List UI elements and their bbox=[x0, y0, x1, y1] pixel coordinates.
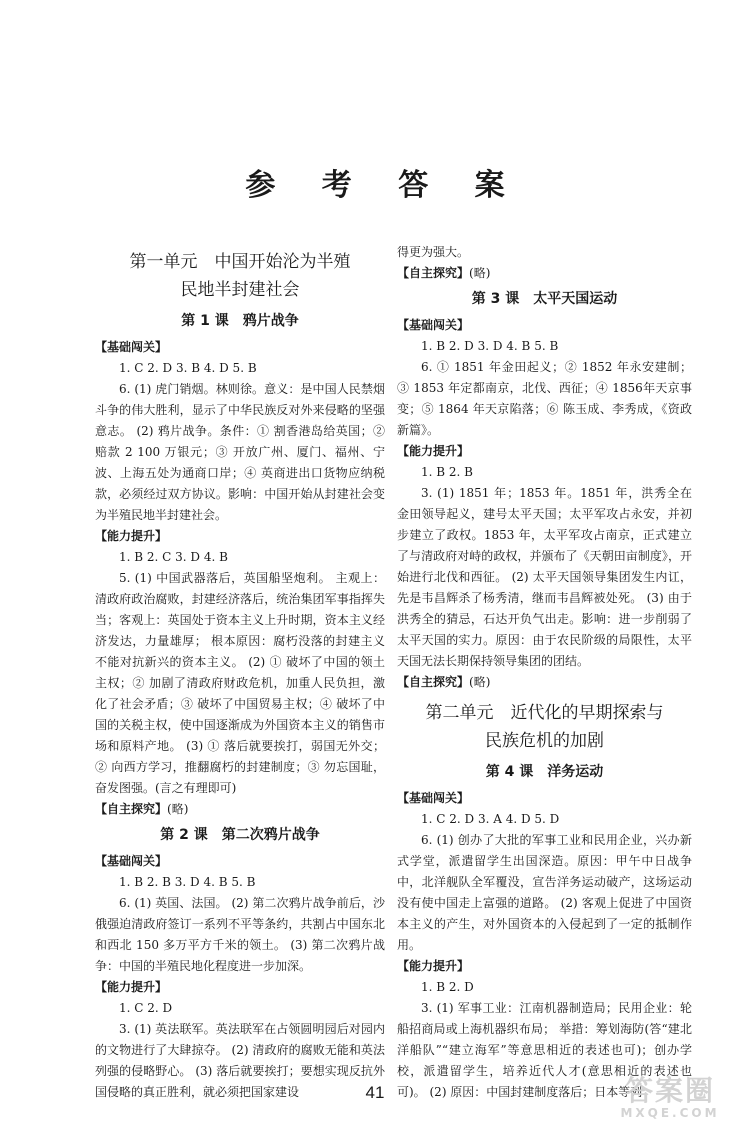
watermark-line-1: 答案圈 bbox=[624, 1074, 715, 1107]
lesson-2-ability-q3: 3. (1) 英法联军。英法联军在占领圆明园后对园内的文物进行了大肆掠夺。 (2) 清政府的腐败无能和英法列强的侵略野心。 (3) 落后就要挨打；要想实现反抗外国侵略的真正胜利，就必须把国家建设 bbox=[95, 1022, 385, 1099]
lesson-4-basic-q6: 6. (1) 创办了大批的军事工业和民用企业，兴办新式学堂，派遣留学生出国深造。原因：甲午中日战争中，北洋舰队全军覆没，宣告洋务运动破产，这场运动没有使中国走上富强的道路。 (2) 客观上促进了中国资本主义的产生，对外国资本的入侵起到了一定的抵制作用。 bbox=[397, 833, 692, 952]
lesson-4-ability-label: 【能力提升】 bbox=[397, 959, 470, 973]
lesson-1-ability-label: 【能力提升】 bbox=[95, 529, 168, 543]
lesson-2-basic-q6: 6. (1) 英国、法国。 (2) 第二次鸦片战争前后，沙俄强迫清政府签订一系列不平等条约，共割占中国东北和西北 150 多万平方千米的领土。 (3) 第二次鸦片战争：中国的半殖民地化程度进一步加深。 bbox=[95, 896, 385, 973]
lesson-1-explore-label: 【自主探究】 bbox=[95, 802, 168, 816]
lesson-2-explore-label: 【自主探究】 bbox=[397, 266, 470, 280]
lesson-2-title: 第 2 课 第二次鸦片战争 bbox=[160, 827, 320, 843]
lesson-4-title: 第 4 课 洋务运动 bbox=[485, 764, 604, 780]
lesson-4-ability-answers: 1. B 2. D bbox=[421, 980, 474, 994]
lesson-3-basic-q6: 6. ① 1851 年金田起义；② 1852 年永安建制；③ 1853 年定都南京，北伐、西征；④ 1856年天京事变；⑤ 1864 年天京陷落；⑥ 陈玉成、李秀成，《资政新篇》。 bbox=[397, 360, 692, 437]
watermark-logo bbox=[600, 1076, 740, 1124]
lesson-3-ability-answers: 1. B 2. B bbox=[421, 465, 473, 479]
lesson-1-explore-value: (略) bbox=[167, 802, 189, 816]
lesson-3-ability-q3: 3. (1) 1851 年；1853 年。1851 年，洪秀全在金田领导起义，建号太平天国；太平军攻占永安，并初步建立了政权。1853 年，太平军攻占南京，正式建立了与清政府对峙的政权，并颁布了《天朝田亩制度》，开始进行北伐和西征。 (2) 太平天国领导集团发生内讧，先是韦昌辉杀了杨秀清，继而韦昌辉被处死。 (3) 由于洪秀全的猜忌，石达开负气出走。影响：进一步削弱了太平天国的实力。原因：由于农民阶级的局限性，太平天国无法长期保持领导集团的团结。 bbox=[397, 486, 692, 668]
lesson-1-ability-answers: 1. B 2. C 3. D 4. B bbox=[119, 550, 228, 564]
lesson-1-basic-q6: 6. (1) 虎门销烟。林则徐。意义：是中国人民禁烟斗争的伟大胜利，显示了中华民族反对外来侵略的坚强意志。 (2) 鸦片战争。条件：① 割香港岛给英国；② 赔款 2 100 万银元；③ 开放广州、厦门、福州、宁波、上海五处为通商口岸；④ 英商进出口货物应纳税款，必须经过双方协议。影响：中国开始从封建社会变为半殖民地半封建社会。 bbox=[95, 382, 385, 522]
lesson-2-explore-value: (略) bbox=[469, 266, 491, 280]
lesson-1-basic-label: 【基础闯关】 bbox=[95, 340, 168, 354]
lesson-2-basic-answers: 1. B 2. B 3. D 4. B 5. B bbox=[119, 875, 256, 889]
lesson-1-title: 第 1 课 鸦片战争 bbox=[181, 313, 299, 329]
lesson-3-explore-label: 【自主探究】 bbox=[397, 675, 470, 689]
lesson-2-explore bbox=[397, 263, 692, 284]
lesson-3-ability-label: 【能力提升】 bbox=[397, 444, 470, 458]
right-column bbox=[397, 242, 692, 1103]
lesson-4-basic-label: 【基础闯关】 bbox=[397, 791, 470, 805]
lesson-3-explore-value: (略) bbox=[469, 675, 491, 689]
lesson-3-explore bbox=[397, 672, 692, 693]
left-column bbox=[95, 242, 385, 1103]
unit-2-heading bbox=[397, 699, 692, 755]
unit-2-line-2: 民族危机的加剧 bbox=[485, 731, 604, 751]
continuation-text: 得更为强大。 bbox=[397, 245, 470, 259]
lesson-1-basic-answers: 1. C 2. D 3. B 4. D 5. B bbox=[119, 361, 257, 375]
lesson-2-ability-answers: 1. C 2. D bbox=[119, 1001, 173, 1015]
lesson-4-basic-answers: 1. C 2. D 3. A 4. D 5. D bbox=[421, 812, 560, 826]
lesson-3-basic-label: 【基础闯关】 bbox=[397, 318, 470, 332]
unit-1-line-2: 民地半封建社会 bbox=[180, 280, 300, 300]
page-number: 41 bbox=[365, 1083, 385, 1102]
watermark-line-2: MXQE.COM bbox=[620, 1106, 720, 1120]
lesson-2-basic-label: 【基础闯关】 bbox=[95, 854, 168, 868]
lesson-1-explore bbox=[95, 799, 385, 820]
unit-1-heading bbox=[95, 248, 385, 304]
unit-1-line-1: 第一单元 中国开始沦为半殖 bbox=[129, 252, 351, 272]
lesson-1-ability-q5: 5. (1) 中国武器落后，英国船坚炮利。 主观上：清政府政治腐败，封建经济落后，统治集团军事指挥失当；客观上：英国处于资本主义上升时期，资本主义经济发达，力量雄厚； 根本原因：腐朽没落的封建主义不能对抗新兴的资本主义。 (2) ① 破坏了中国的领土主权；② 加剧了清政府财政危机，加重人民负担，激化了社会矛盾；③ 破坏了中国贸易主权；④ 破坏了中国的关税主权，使中国逐渐成为外国资本主义的销售市场和原料产地。 (3) ① 落后就要挨打，弱国无外交；② 向西方学习，推翻腐朽的封建制度；③ 勿忘国耻，奋发图强。(言之有理即可) bbox=[95, 571, 385, 795]
page-title: 参 考 答 案 bbox=[245, 168, 523, 203]
lesson-3-title: 第 3 课 太平天国运动 bbox=[471, 291, 618, 307]
lesson-3-basic-answers: 1. B 2. D 3. D 4. B 5. B bbox=[421, 339, 559, 353]
lesson-2-ability-label: 【能力提升】 bbox=[95, 980, 168, 994]
lesson-4-ability-q3: 3. (1) 军事工业：江南机器制造局；民用企业：轮船招商局或上海机器织布局； 举措：筹划海防(答“建北洋船队”“建立海军”等意思相近的表述也可)；创办学校，派遣留学生，培养近代人才(意思相近的表述也可)。 (2) 原因：中国封建制度落后；日本等列 bbox=[397, 1001, 692, 1099]
unit-2-line-1: 第二单元 近代化的早期探索与 bbox=[425, 703, 664, 723]
